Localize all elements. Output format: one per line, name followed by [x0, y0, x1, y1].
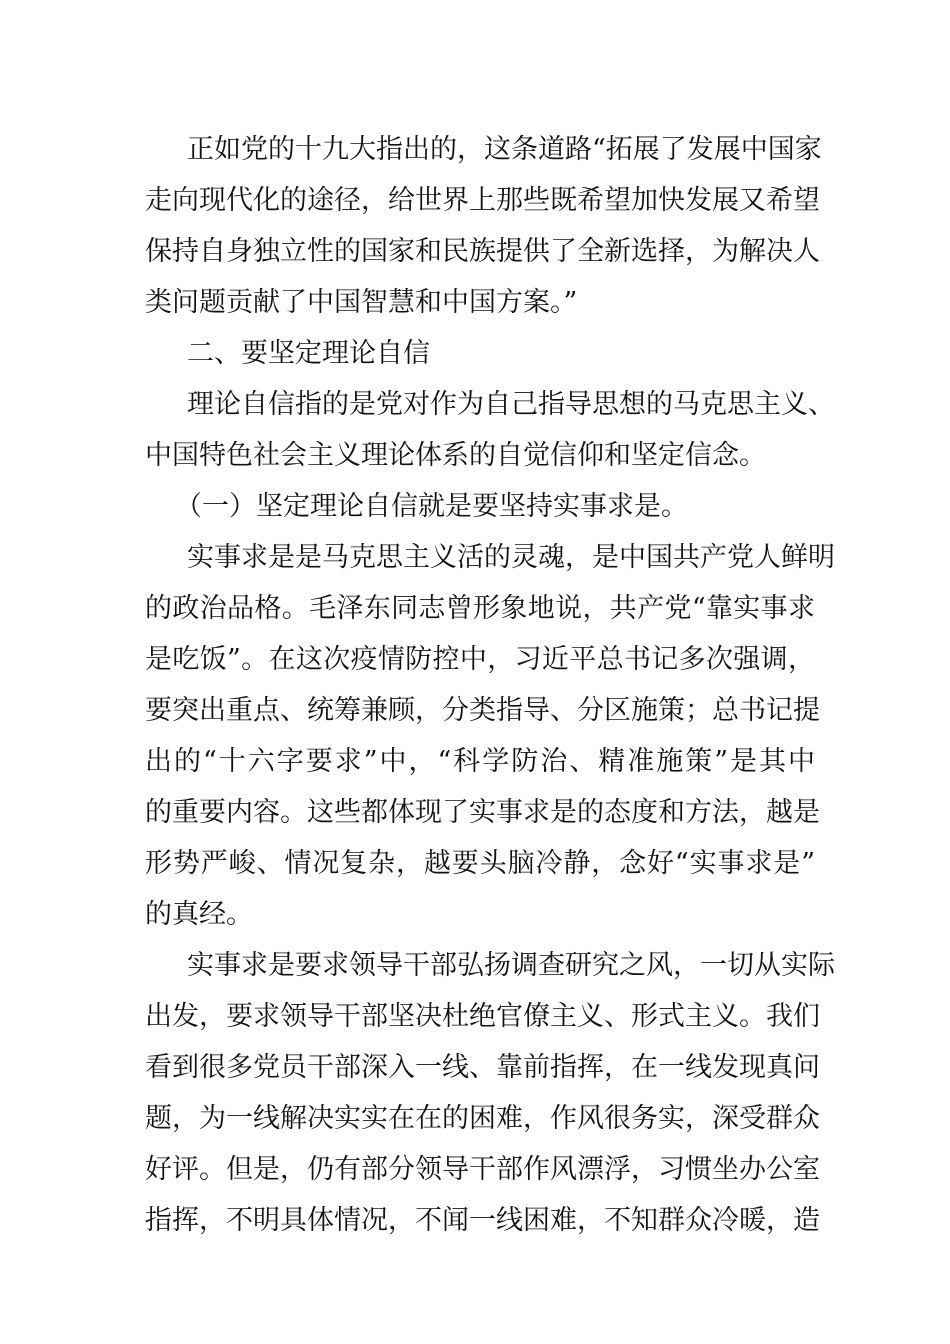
paragraph-line: 好评。但是，仍有部分领导干部作风漂浮，习惯坐办公室 [145, 1154, 820, 1185]
paragraph-line: 形势严峻、情况复杂，越要头脑冷静，念好“实事求是” [145, 848, 815, 879]
section-heading: 二、要坚定理论自信 [187, 338, 430, 369]
paragraph-line: 理论自信指的是党对作为自己指导思想的马克思主义、 [187, 389, 835, 420]
paragraph-line: 指挥，不明具体情况，不闻一线困难，不知群众冷暖，造 [145, 1205, 820, 1236]
paragraph-line: 的政治品格。毛泽东同志曾形象地说，共产党“靠实事求 [145, 593, 815, 624]
paragraph-line: 的真经。 [145, 899, 253, 930]
paragraph-line: 保持自身独立性的国家和民族提供了全新选择，为解决人 [145, 236, 820, 267]
paragraph-line: 实事求是要求领导干部弘扬调查研究之风，一切从实际 [187, 950, 835, 981]
paragraph-line: 实事求是是马克思主义活的灵魂，是中国共产党人鲜明 [187, 542, 835, 573]
paragraph-line: 看到很多党员干部深入一线、靠前指挥，在一线发现真问 [145, 1052, 820, 1083]
paragraph-line: 要突出重点、统筹兼顾，分类指导、分区施策；总书记提 [145, 695, 820, 726]
paragraph-line: 是吃饭”。在这次疫情防控中，习近平总书记多次强调， [145, 644, 815, 675]
paragraph-line: 出的“十六字要求”中，“科学防治、精准施策”是其中 [145, 746, 815, 777]
paragraph-line: 题，为一线解决实实在在的困难，作风很务实，深受群众 [145, 1103, 820, 1134]
paragraph-line: 的重要内容。这些都体现了实事求是的态度和方法，越是 [145, 797, 820, 828]
subsection-heading: （一）坚定理论自信就是要坚持实事求是。 [175, 491, 688, 522]
paragraph-line: 中国特色社会主义理论体系的自觉信仰和坚定信念。 [145, 440, 766, 471]
paragraph-line: 出发，要求领导干部坚决杜绝官僚主义、形式主义。我们 [145, 1001, 820, 1032]
paragraph-line: 走向现代化的途径，给世界上那些既希望加快发展又希望 [145, 185, 820, 216]
paragraph-line: 正如党的十九大指出的，这条道路“拓展了发展中国家 [187, 134, 822, 165]
paragraph-line: 类问题贡献了中国智慧和中国方案。” [145, 287, 578, 318]
